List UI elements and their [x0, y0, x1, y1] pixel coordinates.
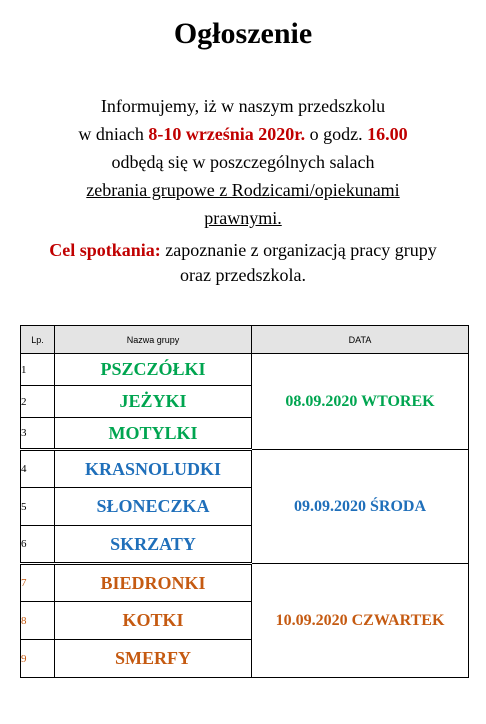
row-number: 6: [21, 526, 55, 564]
meeting-date: 09.09.2020 ŚRODA: [252, 450, 469, 564]
announcement-intro: [0, 92, 486, 232]
intro-line-4: zebrania grupowe z Rodzicami/opiekunami: [86, 180, 400, 200]
row-number: 2: [21, 386, 55, 418]
intro-line-2-pre: w dniach: [78, 124, 149, 144]
row-number: 1: [21, 354, 55, 386]
row-number: 9: [21, 640, 55, 678]
intro-line-2: [0, 120, 486, 148]
row-number: 5: [21, 488, 55, 526]
intro-line-5: prawnymi.: [204, 208, 282, 228]
meeting-purpose: [0, 238, 486, 288]
meeting-date: 08.09.2020 WTOREK: [252, 354, 469, 450]
meeting-dates: 8-10 września 2020r.: [148, 124, 306, 144]
page-title: Ogłoszenie: [173, 17, 313, 50]
row-number: 3: [21, 418, 55, 450]
group-name: SMERFY: [55, 640, 252, 678]
row-number: 4: [21, 450, 55, 488]
row-number: 8: [21, 602, 55, 640]
group-name: KOTKI: [55, 602, 252, 640]
group-name: SKRZATY: [55, 526, 252, 564]
table-row: [21, 450, 469, 488]
row-number: 7: [21, 564, 55, 602]
group-name: JEŻYKI: [55, 386, 252, 418]
group-name: BIEDRONKI: [55, 564, 252, 602]
purpose-text-1: zapoznanie z organizacją pracy grupy: [160, 240, 437, 260]
meeting-time: 16.00: [367, 124, 408, 144]
table-header-row: [21, 326, 469, 354]
header-date: DATA: [252, 326, 469, 354]
intro-line-3: odbędą się w poszczególnych salach: [111, 152, 375, 172]
header-lp: Lp.: [21, 326, 55, 354]
group-name: MOTYLKI: [55, 418, 252, 450]
schedule-table: [20, 325, 469, 678]
table-row: [21, 354, 469, 386]
intro-line-1: Informujemy, iż w naszym przedszkolu: [100, 96, 386, 116]
purpose-text-2: oraz przedszkola.: [180, 265, 306, 285]
group-name: PSZCZÓŁKI: [55, 354, 252, 386]
intro-line-2-mid: o godz.: [305, 124, 368, 144]
header-group-name: Nazwa grupy: [55, 326, 252, 354]
group-name: KRASNOLUDKI: [55, 450, 252, 488]
group-name: SŁONECZKA: [55, 488, 252, 526]
table-row: [21, 564, 469, 602]
purpose-label: Cel spotkania:: [49, 240, 161, 260]
meeting-date: 10.09.2020 CZWARTEK: [252, 564, 469, 678]
